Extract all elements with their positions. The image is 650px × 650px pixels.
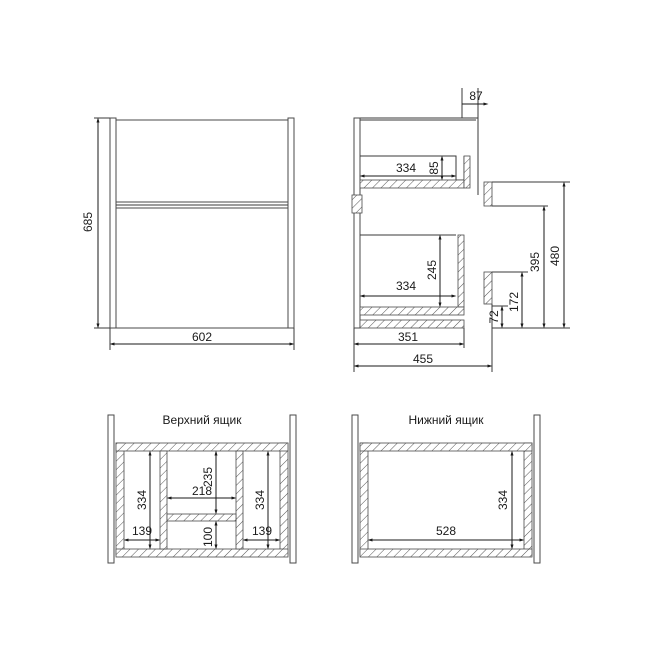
dim-front-height: 685 [81,211,95,233]
side-lower-drawer-front [458,235,464,307]
dim-upper-left-width: 139 [131,524,153,538]
lower-drawer-front-wall [360,549,532,557]
dim-side-upper-depth: 334 [395,161,417,175]
side-upper-drawer-bottom [360,180,464,188]
lower-drawer-back-wall [360,443,532,451]
upper-drawer-left-wall [116,443,124,555]
dim-side-lower-height: 245 [425,259,439,281]
dim-upper-left-height: 334 [135,489,149,511]
upper-drawer-right-wall [280,443,288,555]
dim-upper-width-218: 218 [191,484,213,498]
upper-divider-middle [167,514,236,521]
upper-divider-right [236,451,243,549]
upper-drawer-back-wall [116,443,288,451]
dim-side-top-offset: 87 [469,89,483,103]
dim-height-480: 480 [548,245,562,267]
dim-upper-right-width: 139 [251,524,273,538]
dim-upper-height-235: 235 [201,466,215,488]
dim-lower-height: 334 [496,489,510,511]
side-lower-drawer-bottom [360,307,464,315]
front-bottom-drawer [116,208,288,328]
dim-side-depth-351: 351 [397,330,419,344]
dim-side-upper-height: 85 [427,161,441,175]
lower-drawer-right-wall [524,443,532,555]
upper-drawer-front-wall [116,549,288,557]
front-top-drawer [116,120,288,202]
dim-height-172: 172 [507,291,521,313]
side-upper-drawer-front [464,156,470,188]
upper-drawer-view [108,413,296,563]
dim-front-width: 602 [191,330,213,344]
dim-height-72: 72 [487,310,501,324]
side-back-panel [354,118,360,328]
side-plinth [360,320,464,328]
wall-bracket-bottom [484,272,492,304]
lower-drawer-view [352,413,540,563]
upper-divider-left [160,451,167,549]
dim-upper-small-height: 100 [201,526,215,548]
dim-height-395: 395 [528,251,542,273]
dim-side-lower-depth: 334 [395,279,417,293]
caption-lower-drawer: Нижний ящик [408,413,484,427]
front-left-panel [110,118,116,328]
lower-drawer-left-wall [360,443,368,555]
side-view [352,88,570,372]
front-view [81,118,294,350]
front-right-panel [288,118,294,328]
dim-upper-right-height: 334 [253,489,267,511]
caption-upper-drawer: Верхний ящик [162,413,242,427]
dim-side-depth-455: 455 [412,352,434,366]
wall-bracket-top [484,182,492,206]
dim-lower-width: 528 [435,524,457,538]
